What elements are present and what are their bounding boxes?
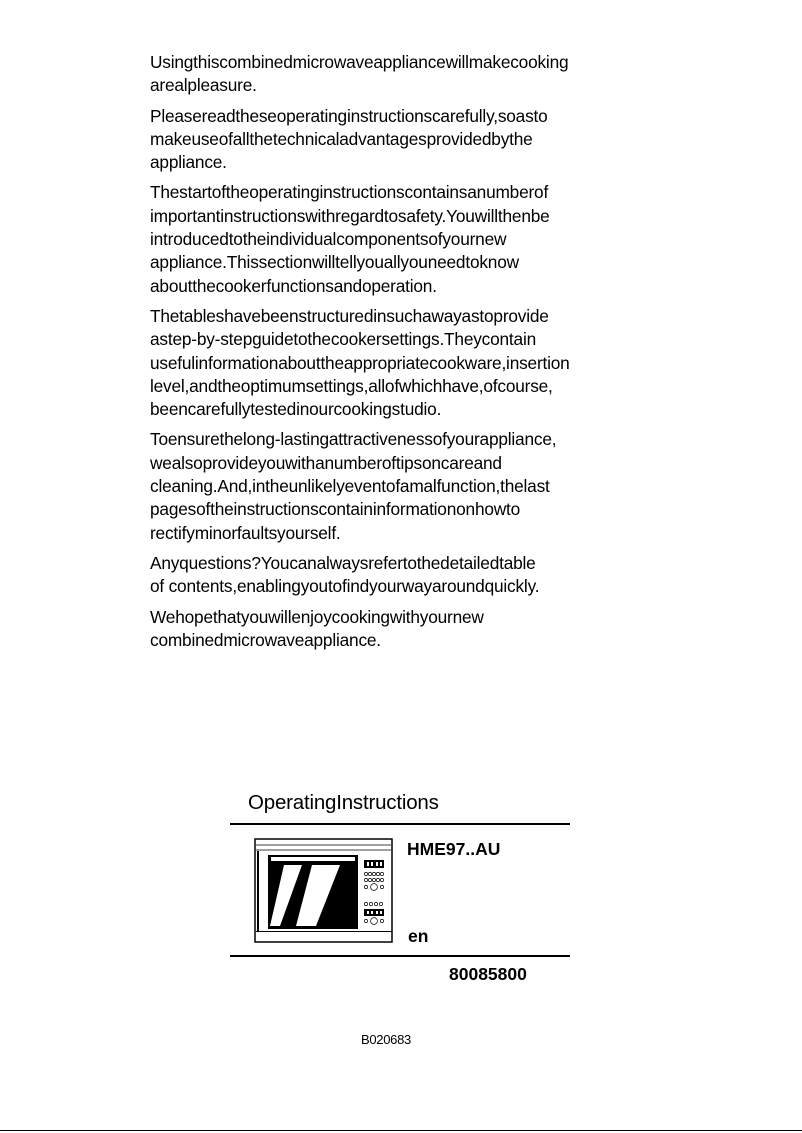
paragraph-line: appliance. xyxy=(150,152,227,173)
paragraph-line: makeuseofallthetechnicaladvantagesprovidedbythe xyxy=(150,128,533,149)
page-edge-line xyxy=(0,1130,802,1131)
paragraph-line: Wehopethatyouwillenjoycookingwithyournew xyxy=(150,606,484,627)
intro-paragraph xyxy=(150,428,630,544)
paragraph-line: introducedtotheindividualcomponentsofyournew xyxy=(150,229,507,250)
intro-paragraph xyxy=(150,305,630,421)
intro-paragraph xyxy=(150,552,630,599)
intro-paragraph xyxy=(150,51,630,98)
paragraph-line: usefulinformationabouttheappropriatecookware,insertion xyxy=(150,352,570,373)
paragraph-line: Anyquestions?Youcanalwaysrefertothedetailedtable xyxy=(150,552,536,573)
paragraph-line: Thetableshavebeenstructuredinsuchawayastoprovide xyxy=(150,305,549,326)
paragraph-line: pagesoftheinstructionscontaininformationonhowto xyxy=(150,499,521,520)
intro-paragraph xyxy=(150,606,630,653)
paragraph-line: combinedmicrowaveappliance. xyxy=(150,629,381,650)
paragraph-line: arealpleasure. xyxy=(150,75,257,96)
paragraph-line: Usingthiscombinedmicrowaveappliancewillmakecooking xyxy=(150,52,569,72)
intro-paragraph xyxy=(150,181,630,297)
top-rule xyxy=(230,823,570,825)
built-in-oven-illustration xyxy=(254,838,394,944)
paragraph-line: astep-by-stepguidetothecookersettings.Theycontain xyxy=(150,329,536,350)
paragraph-line: of contents,enablingyoutofindyourwayaroundquickly. xyxy=(150,576,540,597)
paragraph-line: beencarefullytestedinourcookingstudio. xyxy=(150,399,442,420)
paragraph-line: importantinstructionswithregardtosafety.Youwillthenbe xyxy=(150,205,550,226)
paragraph-line: Thestartoftheoperatinginstructionscontainsanumberof xyxy=(150,182,549,203)
intro-text xyxy=(150,51,630,659)
intro-paragraph xyxy=(150,105,630,175)
cover-title: OperatingInstructions xyxy=(248,791,439,814)
model-number: HME97..AU xyxy=(407,839,501,859)
paragraph-line: appliance.Thissectionwilltellyouallyouneedtoknow xyxy=(150,252,519,273)
paragraph-line: Pleasereadtheseoperatinginstructionscarefully,soasto xyxy=(150,105,548,126)
part-number: 80085800 xyxy=(449,964,527,984)
paragraph-line: aboutthecookerfunctionsandoperation. xyxy=(150,275,437,296)
paragraph-line: level,andtheoptimumsettings,allofwhichhave,ofcourse, xyxy=(150,375,553,396)
language-code: en xyxy=(408,926,429,946)
paragraph-line: cleaning.And,intheunlikelyeventofamalfunction,thelast xyxy=(150,476,550,497)
paragraph-line: wealsoprovideyouwithanumberoftipsoncareand xyxy=(150,452,502,473)
bottom-rule xyxy=(230,955,570,957)
paragraph-line: Toensurethelong-lastingattractivenessofyourappliance, xyxy=(150,429,557,450)
document-reference: B020683 xyxy=(361,1032,411,1047)
paragraph-line: rectifyminorfaultsyourself. xyxy=(150,522,341,543)
